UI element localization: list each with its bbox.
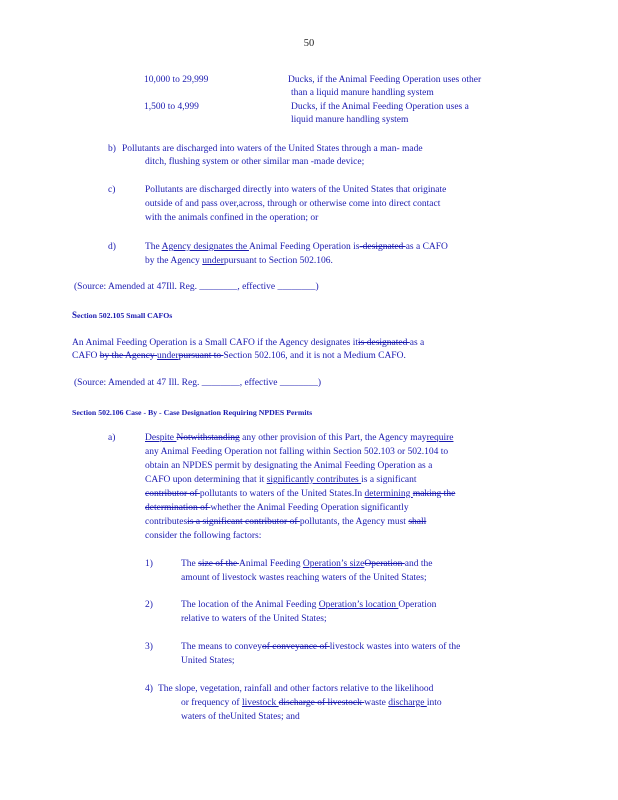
item-d-label: d): [108, 242, 116, 252]
item-a-line7: contributesis a significant contributor of pollutants, the Agency must shall: [145, 517, 427, 527]
factor-1-label: 1): [145, 559, 153, 569]
table-desc-1-line2: than a liquid manure handling system: [291, 88, 434, 98]
deleted-text: size of the: [198, 559, 240, 569]
factor-4-line3: waters of theUnited States; and: [181, 712, 300, 722]
item-a-line3: obtain an NPDES permit by designating the Animal Feeding Operation as a: [145, 461, 433, 471]
item-a-line1: Despite Notwithstanding any other provision of this Part, the Agency mayrequire: [145, 433, 454, 443]
factor-2-line1: The location of the Animal Feeding Operation’s location Operation: [181, 600, 437, 610]
deleted-text: by the Agency: [99, 351, 157, 361]
deleted-text: Notwithstanding: [176, 433, 240, 443]
item-b-line2: ditch, flushing system or other similar man -made device;: [145, 157, 365, 167]
factor-3-line1: The means to conveyof conveyance of livestock wastes into waters of the: [181, 642, 461, 652]
factor-1-line2: amount of livestock wastes reaching waters of the United States;: [181, 573, 427, 583]
item-a-label: a): [108, 433, 116, 443]
deleted-text: -designated: [359, 242, 406, 252]
inserted-text: Operation’s size: [302, 559, 365, 569]
inserted-text: significantly contributes: [266, 475, 362, 485]
inserted-text: under: [202, 256, 224, 266]
inserted-text: under: [156, 351, 179, 361]
source-note-2: (Source: Amended at 47 Ill. Reg. ________, effective ________): [74, 378, 322, 388]
item-d-line2: by the Agency underpursuant to Section 502.106.: [145, 256, 333, 266]
small-cafo-line1: An Animal Feeding Operation is a Small CAFO if the Agency designates itis designated as a: [72, 338, 425, 348]
item-a-line2: any Animal Feeding Operation not falling within Section 502.103 or 502.104 to: [145, 447, 449, 457]
factor-4-line1: The slope, vegetation, rainfall and other factors relative to the likelihood: [158, 684, 434, 694]
source-note-1: (Source: Amended at 47Ill. Reg. ________, effective ________): [74, 282, 319, 292]
deleted-text: making the: [412, 489, 456, 499]
deleted-text: Operation: [364, 559, 405, 569]
item-c-line1: Pollutants are discharged directly into waters of the United States that originate: [145, 185, 447, 195]
item-c-line3: with the animals confined in the operation; or: [145, 213, 319, 223]
deleted-text: is designated: [358, 338, 410, 348]
deleted-text: contributor of: [145, 489, 200, 499]
table-desc-2-line1: Ducks, if the Animal Feeding Operation uses a: [291, 102, 469, 112]
deleted-text: shall: [408, 517, 427, 527]
deleted-text: determination of: [145, 503, 211, 513]
item-a-line4: CAFO upon determining that it significantly contributes is a significant: [145, 475, 417, 485]
deleted-text: of conveyance of: [262, 642, 330, 652]
inserted-text: Agency designates the: [161, 242, 249, 252]
page-number: 50: [303, 38, 315, 49]
inserted-text: Operation’s location: [318, 600, 399, 610]
item-b-line1: Pollutants are discharged into waters of the United States through a man- made: [122, 144, 423, 154]
deleted-text: is a significant contributor of: [187, 517, 300, 527]
factor-1-line1: The size of the Animal Feeding Operation’s sizeOperation and the: [181, 559, 433, 569]
table-desc-2-line2: liquid manure handling system: [291, 115, 409, 125]
item-d-line1: The Agency designates the Animal Feeding Operation is-designated as a CAFO: [145, 242, 448, 252]
inserted-text: determining: [364, 489, 413, 499]
item-a-line5: contributor of pollutants to waters of the United States.In determining making the: [145, 489, 456, 499]
item-c-label: c): [108, 185, 116, 195]
inserted-text: require: [426, 433, 454, 443]
item-c-line2: outside of and pass over,across, through or otherwise come into direct contact: [145, 199, 441, 209]
section-502-105-heading: Section 502.105 Small CAFOs: [72, 310, 173, 320]
small-cafo-line2: CAFO by the Agency underpursuant to Section 502.106, and it is not a Medium CAFO.: [72, 351, 406, 361]
item-a-line6: determination of whether the Animal Feeding Operation significantly: [145, 503, 409, 513]
factor-4-line2: or frequency of livestock discharge of livestock waste discharge into: [181, 698, 442, 708]
factor-2-label: 2): [145, 600, 153, 610]
inserted-text: livestock: [241, 698, 279, 708]
factor-3-line2: United States;: [181, 656, 235, 666]
factor-3-label: 3): [145, 642, 153, 652]
section-502-106-heading: Section 502.106 Case - By - Case Designation Requiring NPDES Permits: [72, 408, 313, 417]
item-b-label: b): [108, 144, 116, 154]
inserted-text: Despite: [145, 433, 177, 443]
deleted-text: pursuant to: [178, 351, 224, 361]
factor-2-line2: relative to waters of the United States;: [181, 614, 327, 624]
deleted-text: discharge of livestock: [278, 698, 365, 708]
table-range-2: 1,500 to 4,999: [144, 102, 199, 112]
table-range-1: 10,000 to 29,999: [144, 75, 209, 85]
item-a-line8: consider the following factors:: [145, 531, 262, 541]
factor-4-label: 4): [145, 684, 153, 694]
table-desc-1-line1: Ducks, if the Animal Feeding Operation uses other: [288, 75, 482, 85]
inserted-text: discharge: [388, 698, 427, 708]
